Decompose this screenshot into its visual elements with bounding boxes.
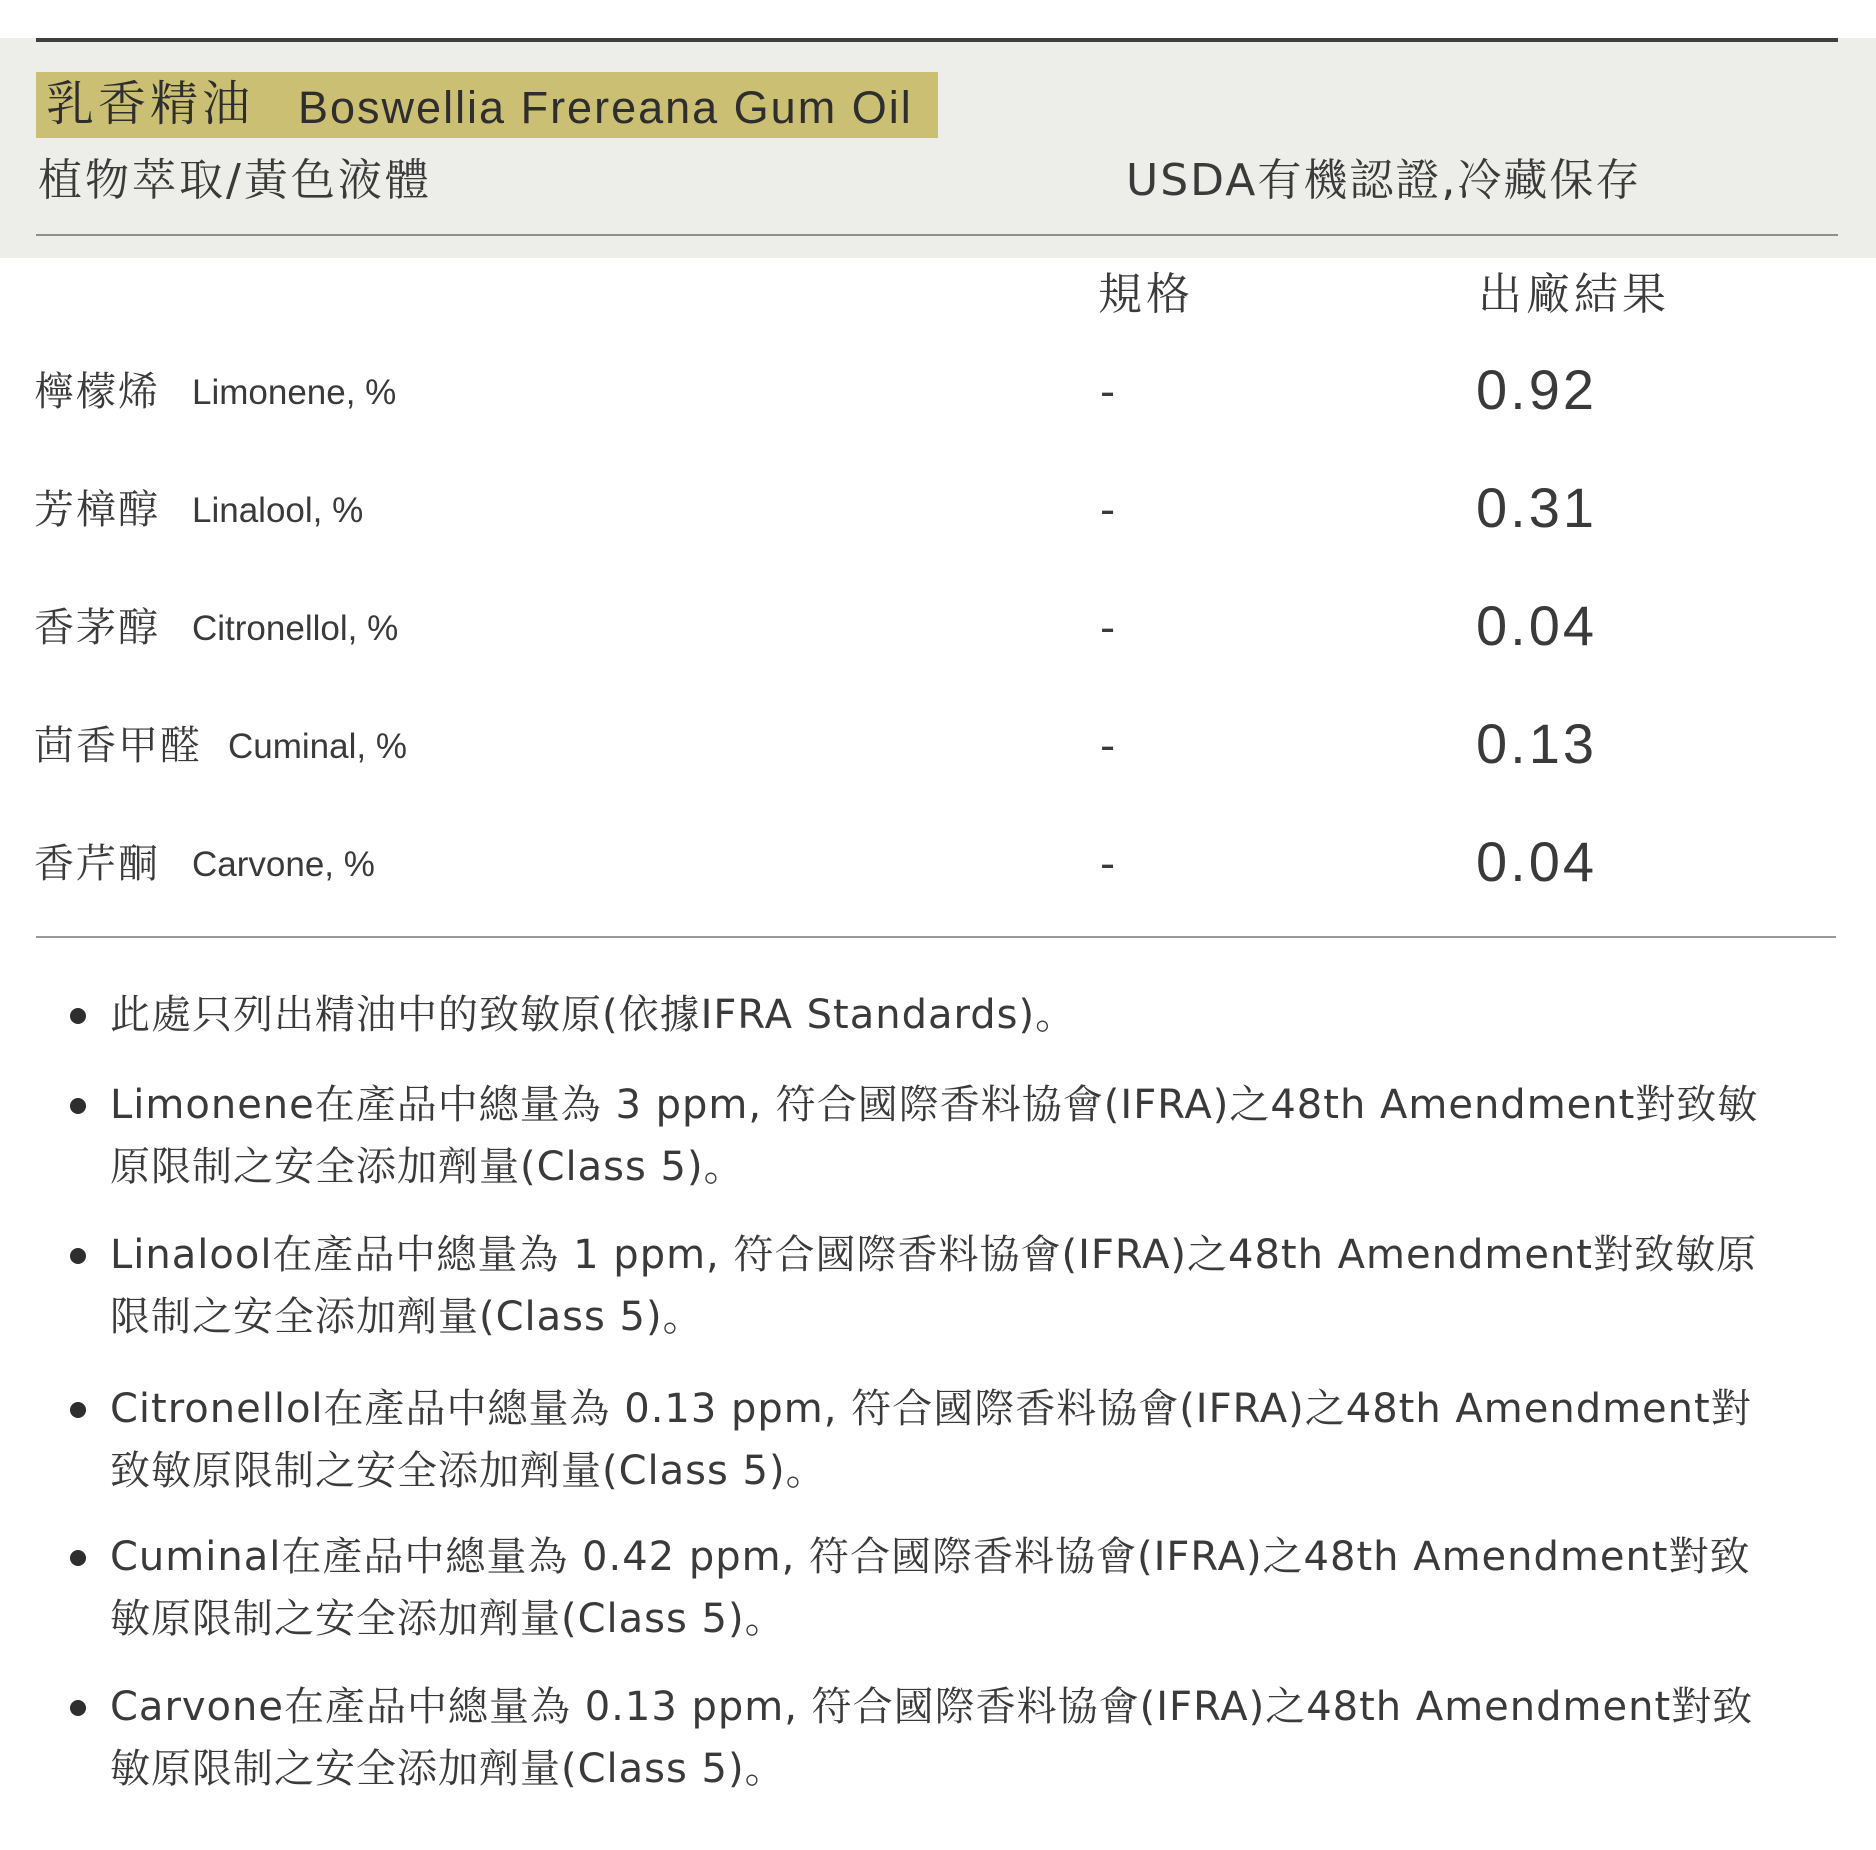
table-divider: [36, 936, 1836, 938]
certification-storage: USDA有機認證,冷藏保存: [1126, 155, 1642, 206]
allergen-spec: -: [1100, 721, 1116, 770]
allergen-name-zh: 檸檬烯: [34, 369, 160, 415]
allergen-name-en: Linalool, %: [192, 491, 364, 530]
top-rule: [36, 38, 1838, 42]
product-name-en: Boswellia Frereana Gum Oil: [298, 82, 913, 133]
allergen-name-zh: 香茅醇: [34, 605, 160, 651]
allergen-spec: -: [1100, 485, 1116, 534]
bullet-icon: [70, 1098, 86, 1114]
allergen-name-zh: 芳樟醇: [34, 487, 160, 533]
allergen-result: 0.92: [1476, 358, 1597, 421]
allergen-spec: -: [1100, 367, 1116, 416]
column-header-spec: 規格: [1098, 269, 1194, 320]
header-divider: [36, 234, 1838, 236]
product-type: 植物萃取/黃色液體: [38, 155, 432, 206]
column-header-result: 出廠結果: [1478, 269, 1670, 320]
table-row: [0, 358, 1876, 442]
table-row: [0, 712, 1876, 796]
bullet-icon: [70, 1550, 86, 1566]
allergen-name-en: Limonene, %: [192, 373, 397, 412]
note-text: Cuminal在產品中總量為 0.42 ppm, 符合國際香料協會(IFRA)之48th Amendment對致敏原限制之安全添加劑量(Class 5)。: [110, 1534, 1751, 1642]
table-row: [0, 594, 1876, 678]
allergen-result: 0.31: [1476, 476, 1597, 539]
note-text: 此處只列出精油中的致敏原(依據IFRA Standards)。: [110, 992, 1077, 1038]
note-text: Limonene在產品中總量為 3 ppm, 符合國際香料協會(IFRA)之48th Amendment對致敏原限制之安全添加劑量(Class 5)。: [110, 1082, 1759, 1190]
allergen-result: 0.04: [1476, 830, 1597, 893]
bullet-icon: [70, 1700, 86, 1716]
note-text: Citronellol在產品中總量為 0.13 ppm, 符合國際香料協會(IFRA)之48th Amendment對致敏原限制之安全添加劑量(Class 5)。: [110, 1386, 1752, 1494]
allergen-name-en: Citronellol, %: [192, 609, 399, 648]
allergen-name-zh: 香芹酮: [34, 841, 160, 887]
header-band: [0, 38, 1876, 258]
allergen-name-en: Carvone, %: [192, 845, 375, 884]
bullet-icon: [70, 1008, 86, 1024]
note-text: Linalool在產品中總量為 1 ppm, 符合國際香料協會(IFRA)之48th Amendment對致敏原限制之安全添加劑量(Class 5)。: [110, 1232, 1757, 1340]
bullet-icon: [70, 1248, 86, 1264]
allergen-spec: -: [1100, 603, 1116, 652]
allergen-name-zh: 茴香甲醛: [34, 723, 202, 769]
note-text: Carvone在產品中總量為 0.13 ppm, 符合國際香料協會(IFRA)之48th Amendment對致敏原限制之安全添加劑量(Class 5)。: [110, 1684, 1754, 1792]
bullet-icon: [70, 1402, 86, 1418]
allergen-name-en: Cuminal, %: [228, 727, 407, 766]
allergen-spec: -: [1100, 839, 1116, 888]
table-row: [0, 830, 1876, 914]
allergen-result: 0.04: [1476, 594, 1597, 657]
table-row: [0, 476, 1876, 560]
allergen-result: 0.13: [1476, 712, 1597, 775]
product-name-zh: 乳香精油: [46, 76, 255, 132]
